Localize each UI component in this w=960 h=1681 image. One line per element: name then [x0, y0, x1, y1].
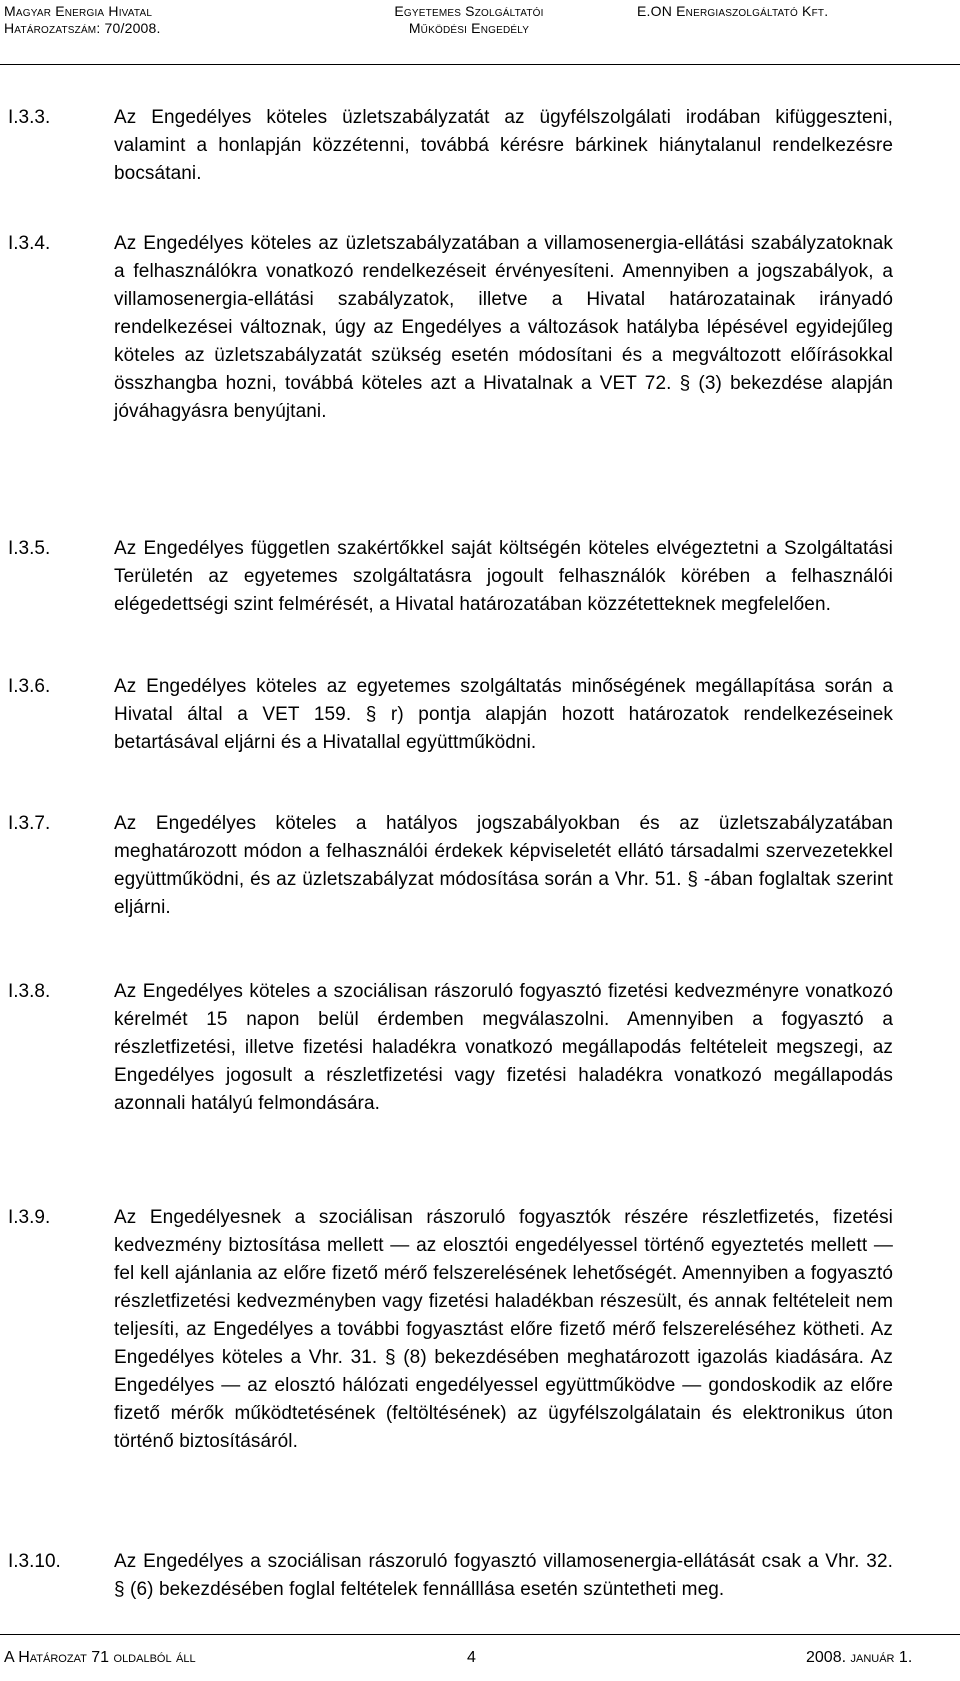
header-left	[4, 3, 161, 37]
clause-number: I.3.6.	[8, 676, 51, 697]
clause-item	[8, 230, 948, 535]
document-body	[8, 104, 948, 1638]
clause-number: I.3.7.	[8, 813, 51, 834]
clause-number: I.3.5.	[8, 538, 51, 559]
clause-text: Az Engedélyes köteles üzletszabályzatát az ügyfélszolgálati irodában kifüggeszteni, valamint a honlapján közzétenni, továbbá kérésre bárkinek hiánytalanul rendelkezésre bocsátani.	[114, 107, 893, 184]
clause-item	[8, 673, 948, 810]
clause-item	[8, 104, 948, 230]
clause-number: I.3.9.	[8, 1207, 51, 1228]
footer-date: 2008. január 1.	[806, 1649, 913, 1666]
header-company: E.ON Energiaszolgáltató Kft.	[637, 3, 829, 19]
footer-page-count: A Határozat 71 oldalból áll	[4, 1649, 196, 1666]
clause-text: Az Engedélyes köteles az üzletszabályzatában a villamosenergia-ellátási szabályzatoknak a felhasználókra vonatkozó rendelkezéseit érvényesíteni. Amennyiben a jogszabályok, a villamosenergia-ellátási szabályzatok, illetve a Hivatal határozatainak irányadó rendelkezései változnak, úgy az Engedélyes a változások hatályba lépésével egyidejűleg köteles az üzletszabályzatát szükség esetén módosítani és a megváltozott előírásokkal összhangba hozni, továbbá köteles azt a Hivatalnak a VET 72. § (3) bekezdése alapján jóváhagyásra benyújtani.	[114, 233, 893, 422]
page-footer	[0, 1634, 960, 1681]
clause-item	[8, 1548, 948, 1638]
clause-item	[8, 535, 948, 673]
page-header	[0, 0, 960, 70]
clause-number: I.3.8.	[8, 981, 51, 1002]
footer-page-number: 4	[467, 1649, 476, 1666]
clause-number: I.3.10.	[8, 1551, 61, 1572]
clause-text: Az Engedélyesnek a szociálisan rászoruló fogyasztók részére részletfizetés, fizetési kedvezmény biztosítása mellett — az elosztói engedélyessel történő egyeztetés mellett — fel kell ajánlania az előre fizető mérő felszerelésének lehetőségét. Amennyiben a fogyasztó részletfizetési kedvezményben vagy fizetési haladékban részesült, és annak feltételeit nem teljesíti, az Engedélyes a további fogyasztást előre fizető mérő felszereléséhez kötheti. Az Engedélyes köteles a Vhr. 31. § (8) bekezdésében meghatározott igazolás kiadására. Az Engedélyes — az elosztó hálózati engedélyessel együttműködve — gondoskodik az előre fizető mérők működtetésének (feltöltésének) az ügyfélszolgálatain és elektronikus úton történő biztosításáról.	[114, 1207, 893, 1452]
clause-number: I.3.4.	[8, 233, 51, 254]
header-center	[359, 3, 579, 37]
clause-text: Az Engedélyes köteles a hatályos jogszabályokban és az üzletszabályzatában meghatározott módon a felhasználói érdekek képviseletét ellátó társadalmi szervezetekkel együttműködni, és az üzletszabályzat módosítása során a Vhr. 51. § -ában foglaltak szerint eljárni.	[114, 813, 893, 918]
clause-text: Az Engedélyes független szakértőkkel saját költségén köteles elvégeztetni a Szolgáltatási Területén az egyetemes szolgáltatásra jogoult felhasználók körében a felhasználói elégedettségi szint felmérését, a Hivatal határozatában közzétetteknek megfelelően.	[114, 538, 893, 615]
clause-text: Az Engedélyes köteles a szociálisan rászoruló fogyasztó fizetési kedvezményre vonatkozó kérelmét 15 napon belül érdemben megválaszolni. Amennyiben a fogyasztó a részletfizetési, illetve fizetési haladékra vonatkozó megállapodás feltételeit megszegi, az Engedélyes jogosult a részletfizetési vagy fizetési haladékra vonatkozó megállapodás azonnali hatályú felmondására.	[114, 981, 893, 1114]
header-license-subtitle: Működési Engedély	[408, 20, 530, 36]
clause-item	[8, 978, 948, 1204]
header-authority: Magyar Energia Hivatal	[4, 3, 153, 19]
clause-item	[8, 810, 948, 978]
clause-item	[8, 1204, 948, 1548]
header-license-type: Egyetemes Szolgáltatói	[394, 3, 544, 19]
footer-divider	[0, 1634, 960, 1635]
header-divider	[0, 64, 960, 65]
header-decision-number: Határozatszám: 70/2008.	[4, 20, 161, 36]
clause-number: I.3.3.	[8, 107, 51, 128]
clause-text: Az Engedélyes köteles az egyetemes szolgáltatás minőségének megállapítása során a Hivatal által a VET 159. § r) pontja alapján hozott határozatok rendelkezéseinek betartásával eljárni és a Hivatallal együttműködni.	[114, 676, 893, 753]
clause-text: Az Engedélyes a szociálisan rászoruló fogyasztó villamosenergia-ellátását csak a Vhr. 32. § (6) bekezdésében foglal feltételek fennálllása esetén szüntetheti meg.	[114, 1551, 893, 1600]
header-right	[637, 3, 828, 20]
